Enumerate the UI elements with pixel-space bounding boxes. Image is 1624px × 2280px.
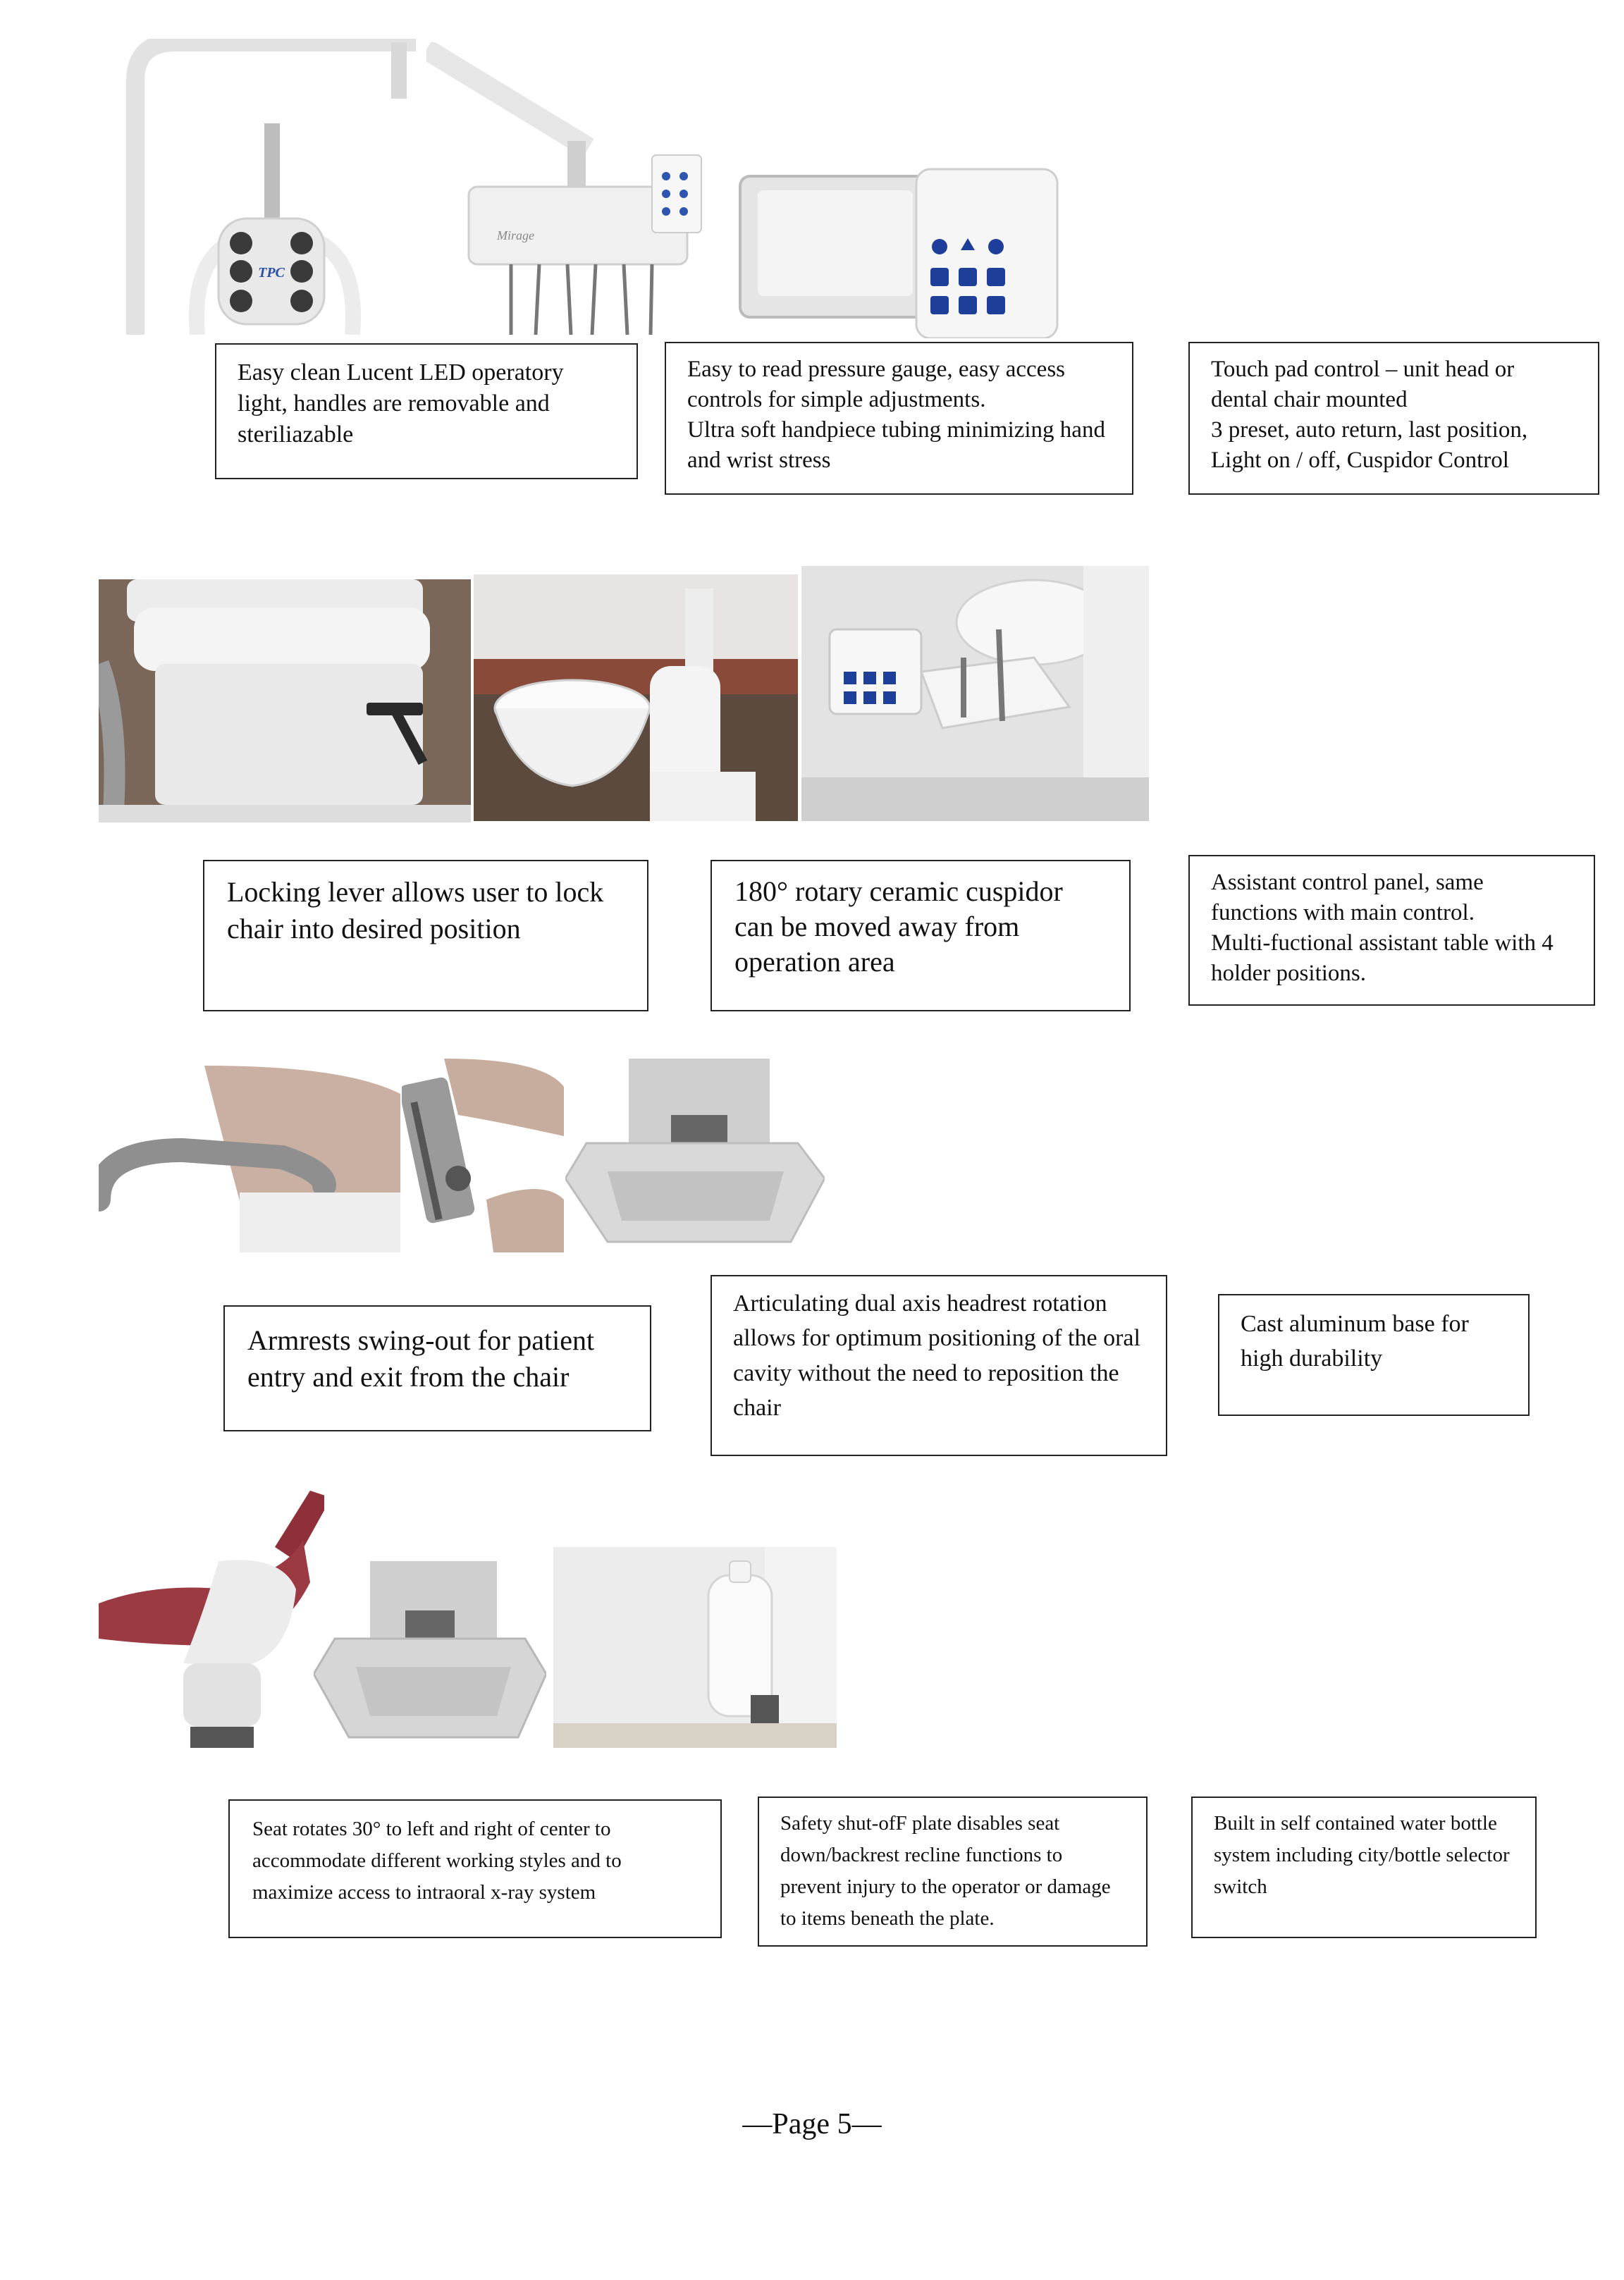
lamp-brand-text: TPC — [258, 265, 285, 281]
caption-locking-lever-text: Locking lever allows user to lock chair into desired position — [227, 876, 604, 944]
photo-assistant-panel — [801, 566, 1149, 821]
photo-locking-lever — [99, 579, 471, 822]
caption-safety-plate — [758, 1797, 1148, 1947]
caption-locking-lever — [203, 860, 648, 1011]
caption-armrests — [223, 1305, 651, 1431]
photo-unit-head — [426, 42, 722, 338]
caption-cast-base — [1218, 1294, 1530, 1416]
caption-headrest — [710, 1275, 1167, 1456]
caption-water-bottle-text: Built in self contained water bottle system including city/bottle selector switch — [1214, 1812, 1510, 1898]
caption-pressure-gauge — [665, 342, 1133, 495]
caption-cuspidor-text: 180° rotary ceramic cuspidor can be moved away from operation area — [734, 875, 1063, 978]
caption-headrest-text: Articulating dual axis headrest rotation allows for optimum positioning of the oral cavity without the need to reposition the chair — [733, 1290, 1140, 1421]
photo-aluminum-base — [565, 1059, 825, 1252]
caption-seat-rotation-text: Seat rotates 30° to left and right of center to accommodate different working styles and to maximize access to intraoral x-ray system — [252, 1818, 622, 1904]
caption-cuspidor — [710, 860, 1131, 1011]
photo-headrest — [402, 1059, 564, 1252]
page-number: —Page 5— — [742, 2108, 882, 2140]
photo-ceramic-cuspidor — [474, 574, 798, 821]
photo-safety-plate — [314, 1561, 546, 1748]
photo-operatory-light — [120, 39, 416, 335]
caption-touch-pad — [1188, 342, 1599, 495]
caption-touch-pad-text: Touch pad control – unit head or dental chair mounted 3 preset, auto return, last position, Light on / off, Cuspidor Control — [1211, 357, 1528, 473]
caption-armrests-text: Armrests swing-out for patient entry and exit from the chair — [247, 1324, 595, 1393]
caption-cast-base-text: Cast aluminum base for high durability — [1241, 1311, 1469, 1372]
photo-armrest — [99, 1066, 400, 1252]
caption-pressure-gauge-text: Easy to read pressure gauge, easy access controls for simple adjustments. Ultra soft handpiece tubing minimizing hand and wrist stress — [687, 357, 1105, 473]
photo-seat-rotation — [99, 1484, 324, 1748]
photo-touch-pad — [726, 162, 1064, 338]
caption-assistant-panel-text: Assistant control panel, same functions with main control. Multi-fuctional assistant table with 4 holder positions. — [1211, 870, 1554, 986]
photo-water-bottle — [553, 1547, 837, 1748]
unit-brand-text: Mirage — [497, 228, 534, 242]
caption-water-bottle — [1191, 1797, 1537, 1938]
caption-seat-rotation — [228, 1799, 722, 1938]
caption-assistant-panel — [1188, 855, 1595, 1006]
caption-safety-plate-text: Safety shut-ofF plate disables seat down/backrest recline functions to prevent injury to the operator or damage to items beneath the plate. — [780, 1812, 1111, 1930]
caption-led-light-text: Easy clean Lucent LED operatory light, handles are removable and steriliazable — [238, 359, 564, 448]
caption-led-light — [215, 343, 638, 479]
